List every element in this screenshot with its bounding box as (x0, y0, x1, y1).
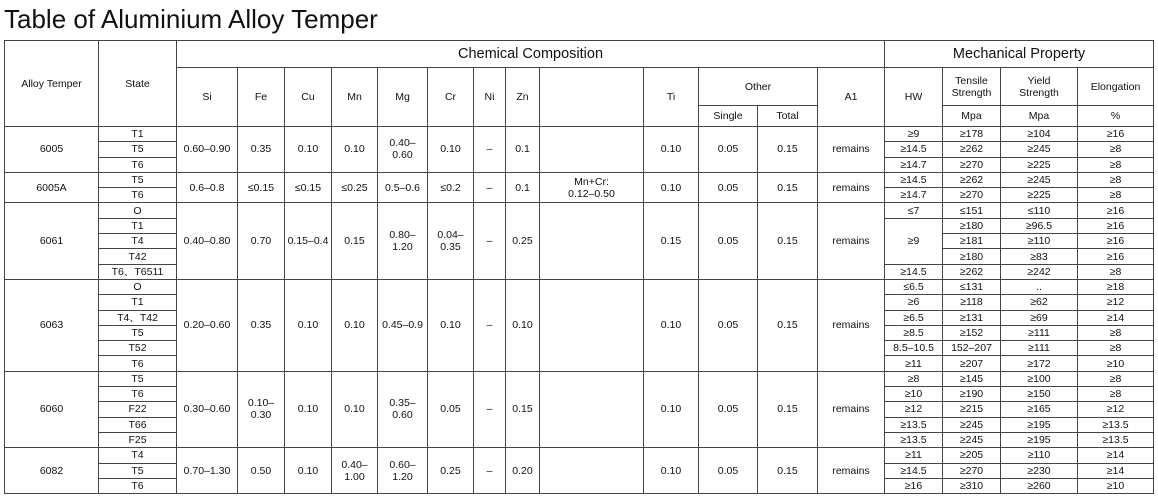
composition-mg-cell: 0.35– 0.60 (378, 371, 428, 447)
header-fe: Fe (238, 68, 285, 127)
hw-cell: ≥6 (885, 295, 943, 310)
composition-zn-cell: 0.1 (506, 172, 540, 203)
elongation-cell: ≥16 (1078, 127, 1154, 142)
composition-ni-cell: – (474, 172, 506, 203)
header-elongation-unit: % (1078, 106, 1154, 127)
elongation-cell: ≥16 (1078, 234, 1154, 249)
state-cell: T6、T6511 (99, 264, 177, 279)
elongation-cell: ≥16 (1078, 218, 1154, 233)
composition-a1-cell: remains (818, 172, 885, 203)
hw-cell: ≥11 (885, 448, 943, 463)
composition-mn-cell: 0.10 (332, 279, 378, 371)
tensile-strength-cell: ≥178 (943, 127, 1001, 142)
composition-ti-cell: 0.10 (644, 127, 699, 173)
elongation-cell: ≥10 (1078, 356, 1154, 371)
composition-cu-cell: 0.10 (285, 127, 332, 173)
header-cr: Cr (428, 68, 474, 127)
yield-strength-cell: ≥111 (1001, 325, 1078, 340)
header-mechanical-property: Mechanical Property (885, 41, 1154, 68)
elongation-cell: ≥8 (1078, 341, 1154, 356)
hw-cell: 8.5–10.5 (885, 341, 943, 356)
yield-strength-cell: ≥104 (1001, 127, 1078, 142)
hw-cell: ≤6.5 (885, 279, 943, 294)
header-tensile-unit: Mpa (943, 106, 1001, 127)
state-cell: T4 (99, 234, 177, 249)
composition-cr-cell: 0.05 (428, 371, 474, 447)
hw-cell: ≥11 (885, 356, 943, 371)
header-zn: Zn (506, 68, 540, 127)
elongation-cell: ≥13.5 (1078, 417, 1154, 432)
table-row (5, 203, 1154, 218)
composition-extra-cell (540, 127, 644, 173)
composition-mg-cell: 0.5–0.6 (378, 172, 428, 203)
state-cell: T6 (99, 188, 177, 203)
yield-strength-cell: .. (1001, 279, 1078, 294)
tensile-strength-cell: ≥181 (943, 234, 1001, 249)
tensile-strength-cell: ≥152 (943, 325, 1001, 340)
tensile-strength-cell: ≥270 (943, 157, 1001, 172)
composition-zn-cell: 0.1 (506, 127, 540, 173)
hw-cell: ≥14.5 (885, 172, 943, 187)
yield-strength-cell: ≥96.5 (1001, 218, 1078, 233)
composition-fe-cell: 0.70 (238, 203, 285, 279)
state-cell: F25 (99, 432, 177, 447)
elongation-cell: ≥12 (1078, 402, 1154, 417)
header-yield-strength: Yield Strength (1001, 68, 1078, 106)
yield-strength-cell: ≥83 (1001, 249, 1078, 264)
yield-strength-cell: ≥245 (1001, 142, 1078, 157)
composition-total-cell: 0.15 (758, 371, 818, 447)
state-cell: T42 (99, 249, 177, 264)
composition-fe-cell: 0.35 (238, 279, 285, 371)
yield-strength-cell: ≤110 (1001, 203, 1078, 218)
tensile-strength-cell: ≥180 (943, 249, 1001, 264)
composition-ti-cell: 0.10 (644, 371, 699, 447)
composition-cr-cell: ≤0.2 (428, 172, 474, 203)
elongation-cell: ≥8 (1078, 142, 1154, 157)
elongation-cell: ≥8 (1078, 371, 1154, 386)
composition-a1-cell: remains (818, 127, 885, 173)
composition-mg-cell: 0.45–0.9 (378, 279, 428, 371)
elongation-cell: ≥14 (1078, 448, 1154, 463)
elongation-cell: ≥8 (1078, 188, 1154, 203)
header-cu: Cu (285, 68, 332, 127)
header-other-single: Single (699, 106, 758, 127)
composition-total-cell: 0.15 (758, 203, 818, 279)
composition-cu-cell: 0.10 (285, 448, 332, 494)
composition-zn-cell: 0.10 (506, 279, 540, 371)
yield-strength-cell: ≥69 (1001, 310, 1078, 325)
state-cell: T6 (99, 157, 177, 172)
elongation-cell: ≥16 (1078, 203, 1154, 218)
composition-a1-cell: remains (818, 371, 885, 447)
tensile-strength-cell: ≥145 (943, 371, 1001, 386)
hw-cell: ≤7 (885, 203, 943, 218)
composition-cr-cell: 0.04– 0.35 (428, 203, 474, 279)
composition-fe-cell: 0.35 (238, 127, 285, 173)
table-row (5, 448, 1154, 463)
composition-si-cell: 0.60–0.90 (177, 127, 238, 173)
composition-cu-cell: 0.10 (285, 371, 332, 447)
composition-ni-cell: – (474, 448, 506, 494)
composition-single-cell: 0.05 (699, 279, 758, 371)
composition-cr-cell: 0.10 (428, 127, 474, 173)
composition-ni-cell: – (474, 371, 506, 447)
composition-mn-cell: 0.40– 1.00 (332, 448, 378, 494)
composition-si-cell: 0.70–1.30 (177, 448, 238, 494)
hw-cell: ≥14.7 (885, 188, 943, 203)
header-alloy-temper: Alloy Temper (5, 41, 99, 127)
composition-cr-cell: 0.10 (428, 279, 474, 371)
elongation-cell: ≥14 (1078, 463, 1154, 478)
composition-total-cell: 0.15 (758, 279, 818, 371)
header-tensile-strength: Tensile Strength (943, 68, 1001, 106)
alloy-temper-cell: 6005 (5, 127, 99, 173)
yield-strength-cell: ≥195 (1001, 417, 1078, 432)
elongation-cell: ≥8 (1078, 325, 1154, 340)
page-title: Table of Aluminium Alloy Temper (4, 4, 378, 34)
composition-ti-cell: 0.10 (644, 448, 699, 494)
composition-ti-cell: 0.10 (644, 172, 699, 203)
state-cell: T6 (99, 387, 177, 402)
composition-ni-cell: – (474, 203, 506, 279)
hw-cell: ≥14.5 (885, 264, 943, 279)
header-mg: Mg (378, 68, 428, 127)
state-cell: T4、T42 (99, 310, 177, 325)
tensile-strength-cell: ≥245 (943, 432, 1001, 447)
table-row (5, 279, 1154, 294)
composition-extra-cell (540, 371, 644, 447)
composition-fe-cell: 0.10– 0.30 (238, 371, 285, 447)
elongation-cell: ≥16 (1078, 249, 1154, 264)
composition-extra-cell (540, 203, 644, 279)
tensile-strength-cell: ≥270 (943, 188, 1001, 203)
tensile-strength-cell: ≤151 (943, 203, 1001, 218)
composition-total-cell: 0.15 (758, 448, 818, 494)
tensile-strength-cell: ≥118 (943, 295, 1001, 310)
composition-si-cell: 0.6–0.8 (177, 172, 238, 203)
elongation-cell: ≥13.5 (1078, 432, 1154, 447)
state-cell: T6 (99, 478, 177, 493)
tensile-strength-cell: ≥215 (943, 402, 1001, 417)
composition-total-cell: 0.15 (758, 172, 818, 203)
yield-strength-cell: ≥110 (1001, 234, 1078, 249)
state-cell: T5 (99, 463, 177, 478)
state-cell: T52 (99, 341, 177, 356)
table-row (5, 172, 1154, 187)
composition-zn-cell: 0.25 (506, 203, 540, 279)
composition-si-cell: 0.20–0.60 (177, 279, 238, 371)
tensile-strength-cell: ≥180 (943, 218, 1001, 233)
elongation-cell: ≥8 (1078, 172, 1154, 187)
tensile-strength-cell: ≥190 (943, 387, 1001, 402)
composition-si-cell: 0.40–0.80 (177, 203, 238, 279)
composition-cu-cell: ≤0.15 (285, 172, 332, 203)
state-cell: T1 (99, 127, 177, 142)
composition-total-cell: 0.15 (758, 127, 818, 173)
hw-cell: ≥9 (885, 218, 943, 264)
elongation-cell: ≥18 (1078, 279, 1154, 294)
tensile-strength-cell: ≥262 (943, 142, 1001, 157)
elongation-cell: ≥8 (1078, 264, 1154, 279)
hw-cell: ≥12 (885, 402, 943, 417)
composition-mn-cell: ≤0.25 (332, 172, 378, 203)
yield-strength-cell: ≥111 (1001, 341, 1078, 356)
composition-mg-cell: 0.40– 0.60 (378, 127, 428, 173)
yield-strength-cell: ≥225 (1001, 188, 1078, 203)
composition-a1-cell: remains (818, 448, 885, 494)
alloy-temper-cell: 6082 (5, 448, 99, 494)
yield-strength-cell: ≥245 (1001, 172, 1078, 187)
header-elongation: Elongation (1078, 68, 1154, 106)
table-row (5, 127, 1154, 142)
state-cell: T5 (99, 371, 177, 386)
yield-strength-cell: ≥242 (1001, 264, 1078, 279)
composition-single-cell: 0.05 (699, 172, 758, 203)
header-other-total: Total (758, 106, 818, 127)
elongation-cell: ≥10 (1078, 478, 1154, 493)
yield-strength-cell: ≥110 (1001, 448, 1078, 463)
state-cell: F22 (99, 402, 177, 417)
state-cell: T66 (99, 417, 177, 432)
yield-strength-cell: ≥230 (1001, 463, 1078, 478)
table-row (5, 371, 1154, 386)
state-cell: T5 (99, 325, 177, 340)
header-ni: Ni (474, 68, 506, 127)
header-mn: Mn (332, 68, 378, 127)
composition-mg-cell: 0.80– 1.20 (378, 203, 428, 279)
composition-a1-cell: remains (818, 203, 885, 279)
composition-mn-cell: 0.10 (332, 127, 378, 173)
header-hw: HW (885, 68, 943, 127)
composition-cr-cell: 0.25 (428, 448, 474, 494)
hw-cell: ≥6.5 (885, 310, 943, 325)
tensile-strength-cell: ≥262 (943, 172, 1001, 187)
hw-cell: ≥9 (885, 127, 943, 142)
alloy-temper-cell: 6060 (5, 371, 99, 447)
composition-zn-cell: 0.20 (506, 448, 540, 494)
tensile-strength-cell: ≥131 (943, 310, 1001, 325)
alloy-temper-cell: 6061 (5, 203, 99, 279)
tensile-strength-cell: ≥262 (943, 264, 1001, 279)
hw-cell: ≥14.5 (885, 463, 943, 478)
yield-strength-cell: ≥165 (1001, 402, 1078, 417)
composition-ti-cell: 0.15 (644, 203, 699, 279)
yield-strength-cell: ≥100 (1001, 371, 1078, 386)
composition-ni-cell: – (474, 127, 506, 173)
composition-ti-cell: 0.10 (644, 279, 699, 371)
state-cell: O (99, 203, 177, 218)
yield-strength-cell: ≥172 (1001, 356, 1078, 371)
header-blank (540, 68, 644, 127)
hw-cell: ≥10 (885, 387, 943, 402)
header-state: State (99, 41, 177, 127)
composition-single-cell: 0.05 (699, 448, 758, 494)
composition-fe-cell: ≤0.15 (238, 172, 285, 203)
yield-strength-cell: ≥225 (1001, 157, 1078, 172)
header-chemical-composition: Chemical Composition (177, 41, 885, 68)
tensile-strength-cell: ≥310 (943, 478, 1001, 493)
header-si: Si (177, 68, 238, 127)
alloy-temper-cell: 6005A (5, 172, 99, 203)
tensile-strength-cell: ≥205 (943, 448, 1001, 463)
state-cell: T5 (99, 142, 177, 157)
tensile-strength-cell: ≤131 (943, 279, 1001, 294)
alloy-temper-table (4, 40, 1154, 494)
state-cell: T1 (99, 218, 177, 233)
composition-ni-cell: – (474, 279, 506, 371)
tensile-strength-cell: 152–207 (943, 341, 1001, 356)
hw-cell: ≥16 (885, 478, 943, 493)
composition-a1-cell: remains (818, 279, 885, 371)
hw-cell: ≥13.5 (885, 432, 943, 447)
elongation-cell: ≥8 (1078, 387, 1154, 402)
hw-cell: ≥13.5 (885, 417, 943, 432)
tensile-strength-cell: ≥270 (943, 463, 1001, 478)
header-other: Other (699, 68, 818, 106)
composition-single-cell: 0.05 (699, 127, 758, 173)
composition-cu-cell: 0.10 (285, 279, 332, 371)
state-cell: O (99, 279, 177, 294)
tensile-strength-cell: ≥207 (943, 356, 1001, 371)
hw-cell: ≥8 (885, 371, 943, 386)
composition-single-cell: 0.05 (699, 203, 758, 279)
header-a1: A1 (818, 68, 885, 127)
state-cell: T4 (99, 448, 177, 463)
composition-single-cell: 0.05 (699, 371, 758, 447)
composition-mn-cell: 0.15 (332, 203, 378, 279)
composition-mg-cell: 0.60– 1.20 (378, 448, 428, 494)
tensile-strength-cell: ≥245 (943, 417, 1001, 432)
header-ti: Ti (644, 68, 699, 127)
composition-fe-cell: 0.50 (238, 448, 285, 494)
elongation-cell: ≥12 (1078, 295, 1154, 310)
yield-strength-cell: ≥62 (1001, 295, 1078, 310)
yield-strength-cell: ≥150 (1001, 387, 1078, 402)
hw-cell: ≥8.5 (885, 325, 943, 340)
elongation-cell: ≥8 (1078, 157, 1154, 172)
hw-cell: ≥14.7 (885, 157, 943, 172)
state-cell: T6 (99, 356, 177, 371)
composition-extra-cell: Mn+Cr: 0.12–0.50 (540, 172, 644, 203)
composition-mn-cell: 0.10 (332, 371, 378, 447)
hw-cell: ≥14.5 (885, 142, 943, 157)
yield-strength-cell: ≥195 (1001, 432, 1078, 447)
composition-cu-cell: 0.15–0.4 (285, 203, 332, 279)
state-cell: T5 (99, 172, 177, 187)
state-cell: T1 (99, 295, 177, 310)
composition-extra-cell (540, 448, 644, 494)
composition-extra-cell (540, 279, 644, 371)
composition-zn-cell: 0.15 (506, 371, 540, 447)
alloy-temper-cell: 6063 (5, 279, 99, 371)
elongation-cell: ≥14 (1078, 310, 1154, 325)
yield-strength-cell: ≥260 (1001, 478, 1078, 493)
composition-si-cell: 0.30–0.60 (177, 371, 238, 447)
header-yield-unit: Mpa (1001, 106, 1078, 127)
